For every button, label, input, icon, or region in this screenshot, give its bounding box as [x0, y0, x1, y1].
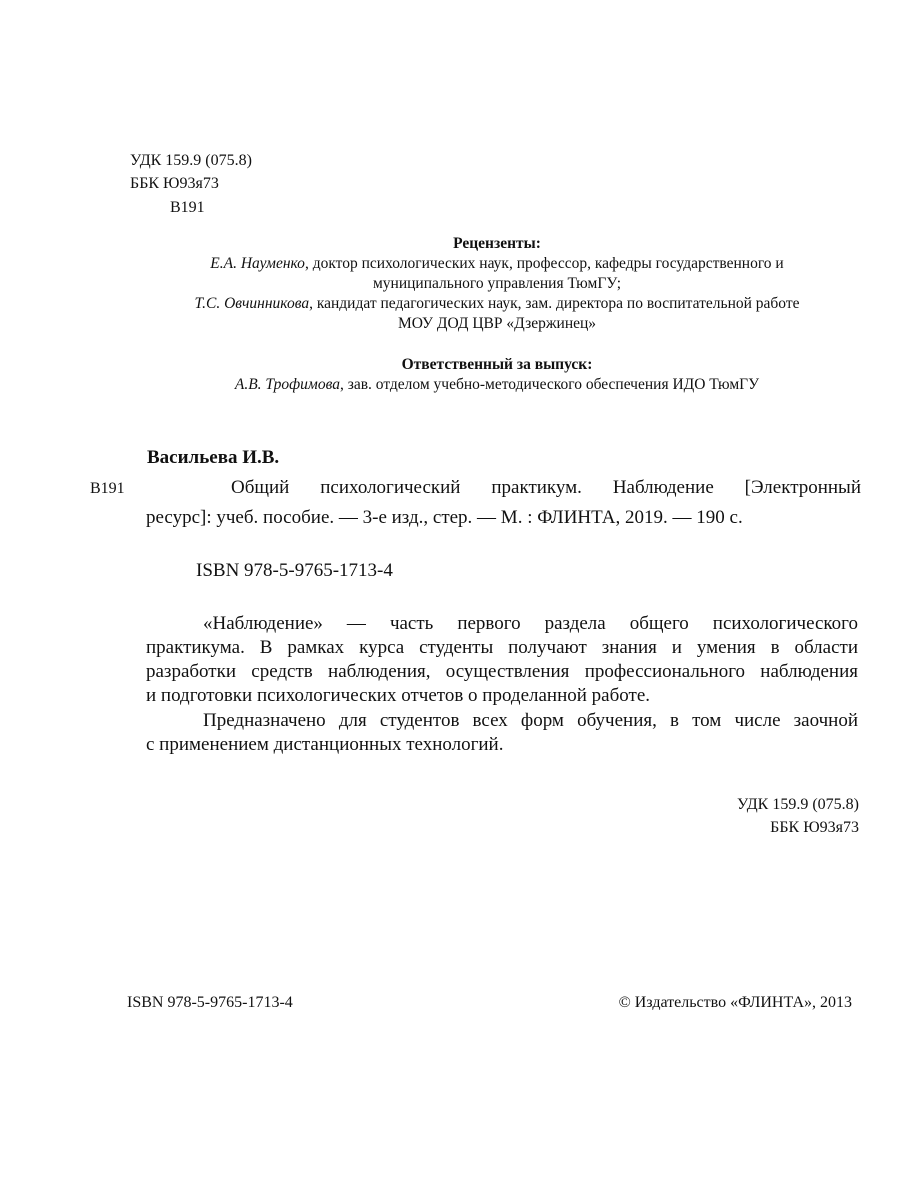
responsible-text: , зав. отделом учебно-методического обеспечения ИДО ТюмГУ	[339, 376, 760, 393]
reviewer-2	[130, 294, 864, 314]
reviewers-title: Рецензенты:	[453, 235, 541, 252]
reviewer-2-text: , кандидат педагогических наук, зам. директора по воспитательной работе	[309, 295, 800, 312]
udk-code: УДК 159.9 (075.8)	[130, 152, 252, 169]
abstract-p1-line1: «Наблюдение» — часть первого раздела общего психологического	[203, 613, 858, 634]
reviewer-2-cont: МОУ ДОД ЦВР «Дзержинец»	[397, 315, 597, 332]
abstract-p1-line2: практикума. В рамках курса студенты получают знания и умения в области	[146, 637, 858, 658]
bib-isbn: ISBN 978-5-9765-1713-4	[196, 560, 393, 581]
abstract-p1-line4: и подготовки психологических отчетов о проделанной работе.	[146, 685, 651, 706]
reviewer-2-name: Т.С. Овчинникова	[194, 295, 310, 312]
bib-title-line2: ресурс]: учеб. пособие. — 3-е изд., стер. — М. : ФЛИНТА, 2019. — 190 с.	[146, 507, 743, 528]
responsible-name: А.В. Трофимова	[234, 376, 340, 393]
bib-code: В191	[90, 480, 125, 497]
bottom-isbn: ISBN 978-5-9765-1713-4	[127, 994, 293, 1011]
footer-udk: УДК 159.9 (075.8)	[737, 796, 859, 813]
copyright: © Издательство «ФЛИНТА», 2013	[618, 994, 852, 1011]
bib-author: Васильева И.В.	[147, 447, 280, 468]
reviewer-1-cont: муниципального управления ТюмГУ;	[372, 275, 622, 292]
reviewer-1	[130, 254, 864, 274]
reviewer-1-name: Е.А. Науменко	[210, 255, 305, 272]
abstract-p2-line1: Предназначено для студентов всех форм обучения, в том числе заочной	[203, 710, 858, 731]
responsible-person	[130, 375, 864, 395]
bbk-code: ББК Ю93я73	[130, 175, 219, 192]
responsible-title: Ответственный за выпуск:	[401, 356, 593, 373]
footer-bbk: ББК Ю93я73	[770, 819, 859, 836]
bib-title-line1: Общий психологический практикум. Наблюдение [Электронный	[231, 477, 861, 498]
author-mark-code: В191	[170, 199, 205, 216]
reviewer-1-text: , доктор психологических наук, профессор, кафедры государственного и	[304, 255, 784, 272]
abstract-p2-line2: с применением дистанционных технологий.	[146, 734, 504, 755]
abstract-p1-line3: разработки средств наблюдения, осуществления профессионального наблюдения	[146, 661, 858, 682]
